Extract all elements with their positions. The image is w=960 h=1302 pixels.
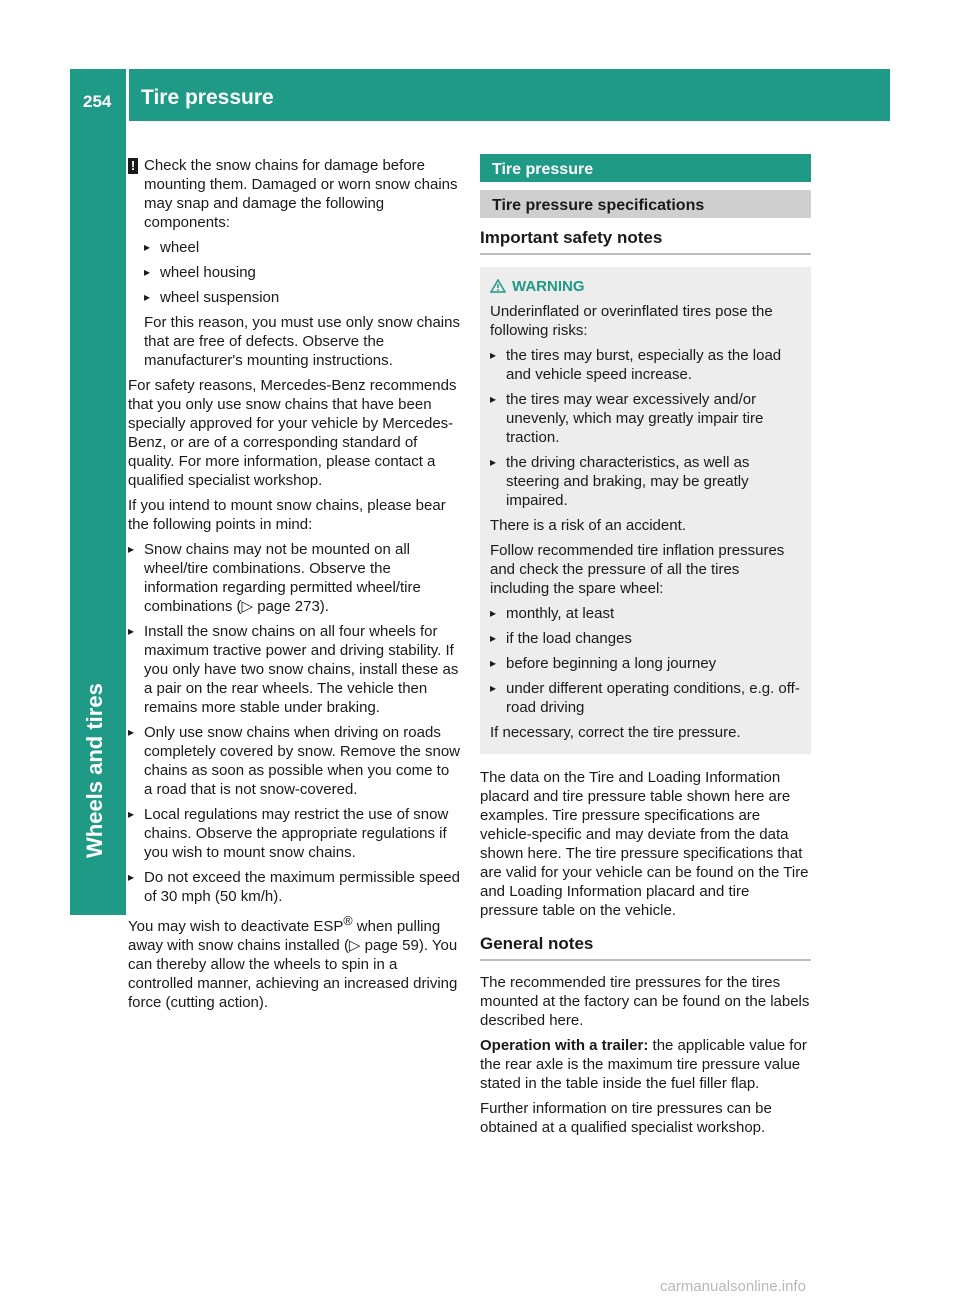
watermark: carmanualsonline.info [660, 1278, 806, 1295]
further-paragraph: Further information on tire pressures can be obtained at a qualified specialist workshop. [480, 1100, 772, 1136]
warning-box [480, 267, 811, 754]
list-item: ▸ wheel housing [144, 263, 460, 282]
snow-chain-points [128, 540, 460, 906]
risk-list [490, 346, 801, 510]
warning-triangle-icon [490, 279, 506, 293]
registered-mark: ® [343, 914, 353, 928]
list-item: ▸ under different operating conditions, e.g. off-road driving [490, 679, 801, 717]
general-notes-heading: General notes [480, 934, 811, 961]
note-exclamation-icon: ! [128, 158, 138, 174]
list-item: ▸ the tires may burst, especially as the load and vehicle speed increase. [490, 346, 801, 384]
accident-text: There is a risk of an accident. [490, 517, 686, 534]
correct-text: If necessary, correct the tire pressure. [490, 724, 741, 741]
follow-text: Follow recommended tire inflation pressures and check the pressure of all the tires including the spare wheel: [490, 542, 785, 597]
page-title: Tire pressure [141, 86, 274, 109]
safety-notes-heading: Important safety notes [480, 228, 811, 255]
check-list [490, 604, 801, 717]
esp-paragraph: You may wish to deactivate ESP® when pulling away with snow chains installed (▷ page 59). You can thereby allow the wheels to spin in a controlled manner, achieving an increased driving force (cutting action). [128, 914, 458, 1011]
damage-note [128, 156, 460, 370]
list-item: ▸ the tires may wear excessively and/or unevenly, which may greatly impair tire traction. [490, 390, 801, 447]
list-item: ▸ before beginning a long journey [490, 654, 801, 673]
chapter-tab-label [82, 828, 112, 858]
right-column [480, 154, 811, 1143]
list-item: ▸ Do not exceed the maximum permissible speed of 30 mph (50 km/h). [128, 868, 460, 906]
damage-note-text: ! Check the snow chains for damage before mounting them. Damaged or worn snow chains may snap and damage the following components: [144, 156, 460, 232]
intend-paragraph: If you intend to mount snow chains, please bear the following points in mind: [128, 497, 446, 533]
general-paragraph: The recommended tire pressures for the tires mounted at the factory can be found on the labels described here. [480, 974, 810, 1029]
safety-paragraph: For safety reasons, Mercedes-Benz recommends that you only use snow chains that have been specially approved for your vehicle by Mercedes-Benz, or are of a corresponding standard of quality. For more information, please contact a qualified specialist workshop. [128, 377, 457, 489]
list-item: ▸ Local regulations may restrict the use of snow chains. Observe the appropriate regulations if you wish to mount snow chains. [128, 805, 460, 862]
left-column [128, 156, 460, 1018]
list-item: ▸ the driving characteristics, as well as steering and braking, may be greatly impaired. [490, 453, 801, 510]
list-item: ▸ if the load changes [490, 629, 801, 648]
section-title: Tire pressure [480, 154, 811, 182]
warning-title: WARNING [490, 277, 801, 296]
warning-intro: Underinflated or overinflated tires pose the following risks: [490, 303, 773, 339]
trailer-paragraph: Operation with a trailer: the applicable value for the rear axle is the maximum tire pressure value stated in the table inside the fuel filler flap. [480, 1037, 807, 1092]
subsection-title: Tire pressure specifications [480, 190, 811, 218]
components-list [144, 238, 460, 307]
list-item: ▸ monthly, at least [490, 604, 801, 623]
list-item: ▸ Only use snow chains when driving on roads completely covered by snow. Remove the snow chains as soon as possible when you come to a road that is not snow-covered. [128, 723, 460, 799]
trailer-label: Operation with a trailer: [480, 1037, 649, 1054]
header-divider [126, 69, 129, 121]
list-item: ▸ Install the snow chains on all four wheels for maximum tractive power and driving stability. If you only have two snow chains, install these as a pair on the rear wheels. The vehicle then remains more stable under braking. [128, 622, 460, 717]
list-item: ▸ wheel suspension [144, 288, 460, 307]
data-paragraph: The data on the Tire and Loading Information placard and tire pressure table shown here are examples. Tire pressure specifications are vehicle-specific and may deviate from the data shown here. The tire pressure specifications that are valid for your vehicle can be found on the Tire and Loading Information placard and tire pressure table on the vehicle. [480, 769, 809, 919]
list-item: ▸ wheel [144, 238, 460, 257]
page-number: 254 [83, 92, 112, 111]
list-item: ▸ Snow chains may not be mounted on all wheel/tire combinations. Observe the information regarding permitted wheel/tire combinations (▷ page 273). [128, 540, 460, 616]
defects-paragraph: For this reason, you must use only snow chains that are free of defects. Observe the manufacturer's mounting instructions. [144, 314, 460, 369]
